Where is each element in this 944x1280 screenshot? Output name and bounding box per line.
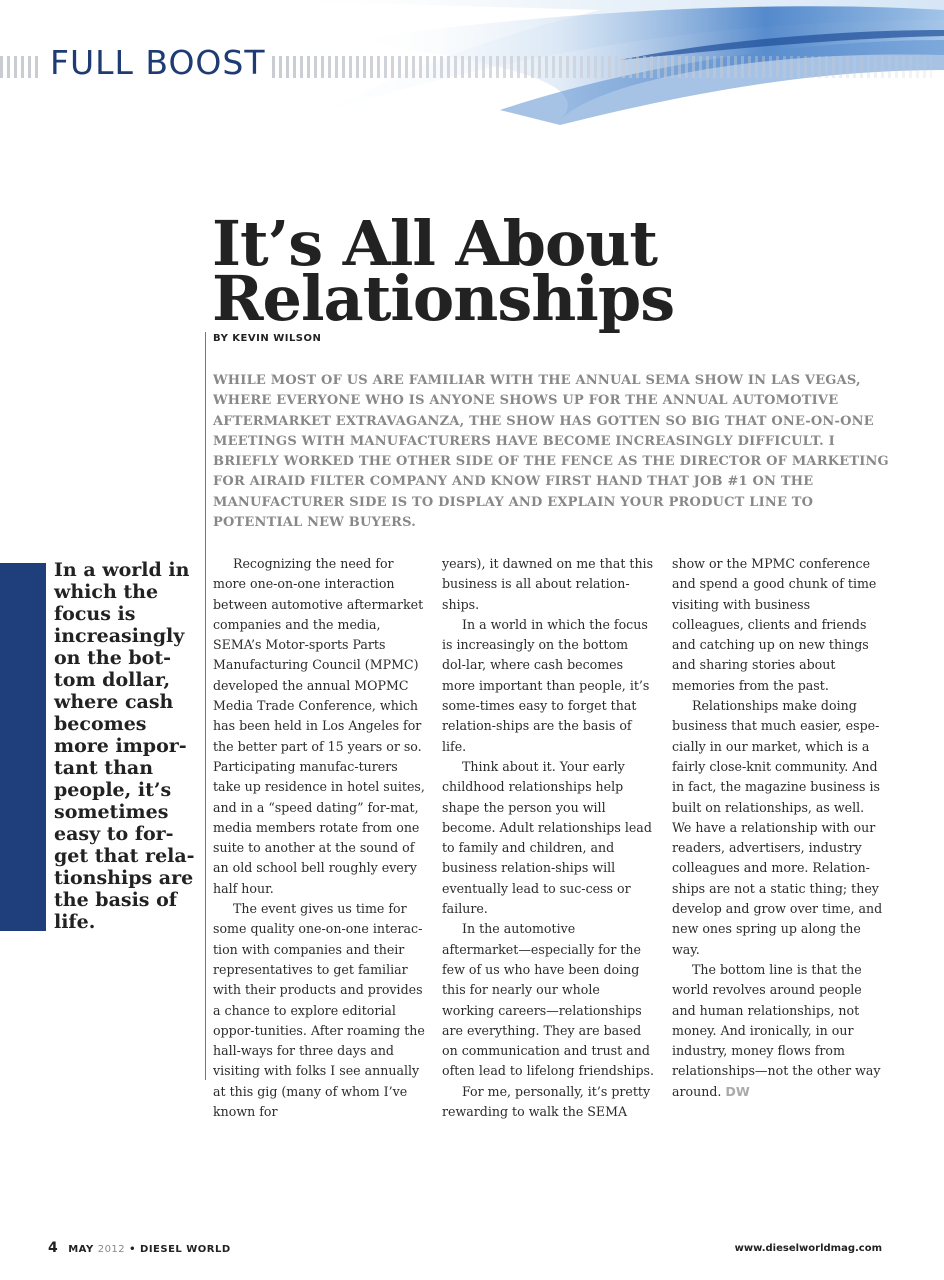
body-column-2 <box>442 554 654 1122</box>
issue-month: MAY <box>68 1244 94 1255</box>
article-deck: WHILE MOST OF US ARE FAMILIAR WITH THE ANNUAL SEMA SHOW IN LAS VEGAS, WHERE EVERYONE WHO IS ANYONE SHOWS UP FOR THE ANNUAL AUTOMOTIVE AFTERMARKET EXTRAVAGANZA, THE SHOW HAS GOTTEN SO BIG THAT ONE-ON-ONE MEETINGS WITH MANUFACTURERS HAVE BECOME INCREASINGLY DIFFICULT. I BRIEFLY WORKED THE OTHER SIDE OF THE FENCE AS THE DIRECTOR OF MARKETING FOR AIRAID FILTER COMPANY AND KNOW FIRST HAND THAT JOB #1 ON THE MANUFACTURER SIDE IS TO DISPLAY AND EXPLAIN YOUR PRODUCT LINE TO POTENTIAL NEW BUYERS. <box>213 373 889 531</box>
title-line-1: It’s All About <box>212 207 658 280</box>
body-column-1 <box>213 554 425 1122</box>
paragraph: For me, personally, it’s pretty rewarding to walk the SEMA <box>442 1083 651 1120</box>
vertical-rule <box>205 332 206 1080</box>
paragraph: Recognizing the need for more one-on-one interaction between automotive aftermarket companies and the media, SEMA’s Motor-sports Parts Manufacturing Council (MPMC) developed the annual MOPMC Media Trade Conference, which has been held in Los Angeles for the better part of 15 years or so. Participating manufac-turers take up residence in hotel suites, and in a “speed dating” for-mat, media members rotate from one suite to another at the sound of an old school bell roughly every half hour. <box>213 556 425 896</box>
page-number: 4 <box>48 1240 59 1256</box>
paragraph: In a world in which the focus is increasingly on the bottom dol-lar, where cash becomes more important than people, it’s some-times easy to forget that relation-ships are the basis of life. <box>442 616 650 754</box>
pullquote: In a world in which the focus is increasingly on the bot-tom dollar, where cash becomes more impor-tant than people, it’s sometimes easy to for-get that rela-tionships are the basis of life. <box>54 559 195 933</box>
magazine-name: DIESEL WORLD <box>140 1244 231 1255</box>
folio <box>48 1240 231 1256</box>
folio-separator: • <box>129 1244 137 1255</box>
paragraph-text: The bottom line is that the world revolves around people and human relationships, not money. And ironically, in our industry, money flows from relationships—not the other way around. <box>672 961 881 1099</box>
decorative-stripes-right <box>272 56 932 78</box>
article-title <box>212 207 675 335</box>
paragraph: Relationships make doing business that much easier, espe-cially in our market, which is a fairly close-knit community. And in fact, the magazine business is built on relationships, as well. We have a relationship with our readers, advertisers, industry colleagues and more. Relation-ships are not a static thing; they develop and grow over time, and new ones spring up along the way. <box>672 698 883 957</box>
title-line-2: Relationships <box>212 262 675 335</box>
end-mark: DW <box>725 1083 750 1099</box>
paragraph: years), it dawned on me that this business is all about relation-ships. <box>442 556 654 612</box>
paragraph: Think about it. Your early childhood relationships help shape the person you will become. Adult relationships lead to family and children, and business relation-ships will eventually lead to suc-cess or failure. <box>442 758 652 917</box>
header-banner <box>0 0 944 130</box>
issue-year: 2012 <box>97 1244 126 1255</box>
pullquote-accent-bar <box>0 563 46 931</box>
paragraph: In the automotive aftermarket—especially for the few of us who have been doing this for nearly our whole working careers—relationships are everything. They are based on communication and trust and often lead to lifelong friendships. <box>442 921 654 1079</box>
body-column-3 <box>672 554 884 1102</box>
paragraph: show or the MPMC conference and spend a good chunk of time visiting with business colleagues, clients and friends and catching up on new things and sharing stories about memories from the past. <box>672 556 877 693</box>
paragraph: The event gives us time for some quality one-on-one interac-tion with companies and their representatives to get familiar with their products and provides a chance to explore editorial oppor-tunities. After roaming the hall-ways for three days and visiting with folks I see annually at this gig (many of whom I’ve known for <box>213 901 425 1120</box>
decorative-stripes-left <box>0 56 42 78</box>
section-label: FULL BOOST <box>50 43 266 82</box>
paragraph-final <box>672 960 884 1102</box>
byline: BY KEVIN WILSON <box>213 333 322 344</box>
website-url: www.dieselworldmag.com <box>734 1243 882 1254</box>
